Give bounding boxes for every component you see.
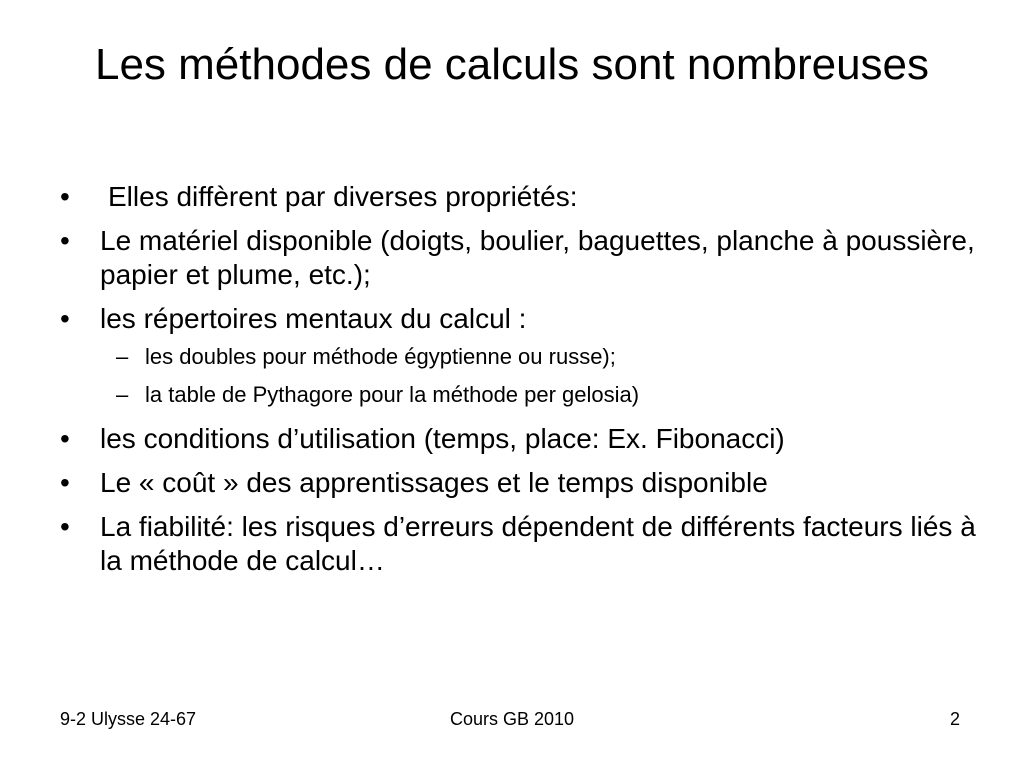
bullet-text: La fiabilité: les risques d’erreurs dépendent de différents facteurs liés à la méthode de calcul…: [100, 511, 976, 576]
bullet-text: les conditions d’utilisation (temps, place: Ex. Fibonacci): [100, 423, 785, 454]
bullet-item: [60, 422, 980, 456]
bullet-text: Elles diffèrent par diverses propriétés:: [108, 181, 578, 212]
bullet-list: [60, 180, 980, 588]
dash-icon: –: [116, 344, 129, 369]
bullet-item: [60, 510, 980, 578]
footer-center: Cours GB 2010: [449, 709, 575, 729]
bullet-icon: •: [60, 511, 70, 542]
bullet-icon: •: [60, 225, 70, 256]
bullet-item: [60, 302, 980, 336]
bullet-icon: •: [60, 181, 70, 212]
bullet-icon: •: [60, 423, 70, 454]
bullet-item: [60, 180, 980, 214]
footer-left: 9-2 Ulysse 24-67: [60, 709, 197, 729]
bullet-icon: •: [60, 467, 70, 498]
bullet-icon: •: [60, 303, 70, 334]
slide-number: 2: [949, 709, 960, 729]
sub-bullet-text: les doubles pour méthode égyptienne ou russe);: [145, 344, 616, 369]
sub-bullet-text: la table de Pythagore pour la méthode per gelosia): [145, 382, 640, 407]
bullet-text: Le matériel disponible (doigts, boulier, baguettes, planche à poussière, papier et plume, etc.);: [100, 225, 975, 290]
sub-bullet-list: [60, 344, 980, 408]
sub-bullet-item: [60, 382, 980, 408]
slide-title: Les méthodes de calculs sont nombreuses: [94, 40, 930, 89]
sub-bullet-item: [60, 344, 980, 370]
bullet-text: les répertoires mentaux du calcul :: [100, 303, 527, 334]
dash-icon: –: [116, 382, 129, 407]
bullet-text: Le « coût » des apprentissages et le temps disponible: [100, 467, 768, 498]
bullet-item: [60, 224, 980, 292]
bullet-item: [60, 466, 980, 500]
